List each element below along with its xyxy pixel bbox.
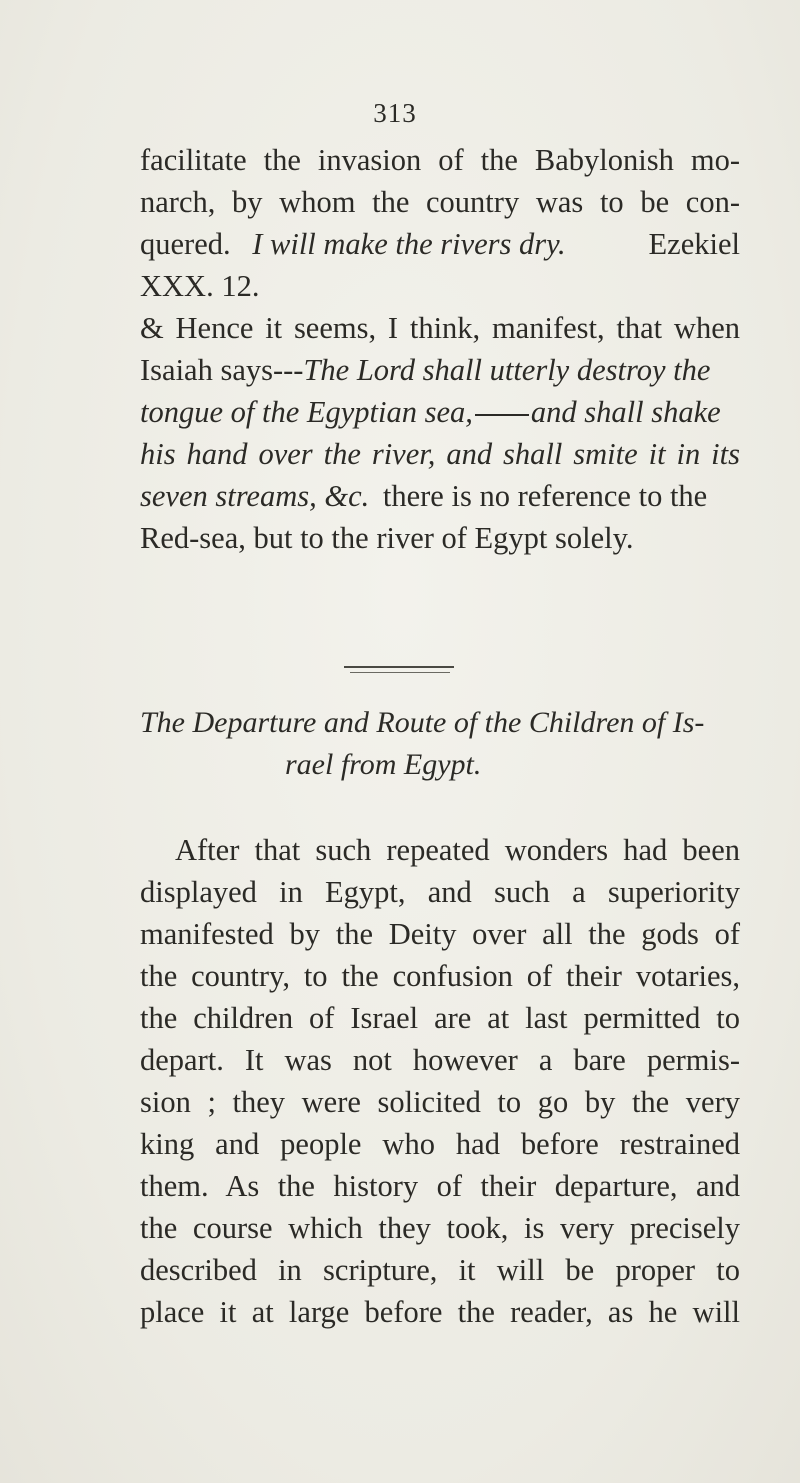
text-line: king and people who had before restrained <box>140 1127 740 1161</box>
scripture-quote: his hand over the river, and shall smite it in its <box>140 437 740 471</box>
text-line: place it at large before the reader, as he will <box>140 1295 740 1329</box>
text-line: the course which they took, is very precisely <box>140 1211 740 1245</box>
page-number: 313 <box>373 98 417 128</box>
scripture-quote: I will make the rivers dry. <box>252 227 566 261</box>
text-line: described in scripture, it will be proper to <box>140 1253 740 1287</box>
text-line <box>140 475 740 517</box>
text-line: & Hence it seems, I think, manifest, that when <box>140 311 740 345</box>
section-divider-thin <box>350 672 450 673</box>
text-line: facilitate the invasion of the Babylonish mo- <box>140 143 740 177</box>
text-line: Red-sea, but to the river of Egypt solely. <box>140 521 634 555</box>
text-line <box>140 349 740 391</box>
em-dash <box>475 414 529 416</box>
text-line: manifested by the Deity over all the gods of <box>140 917 740 951</box>
text-line <box>140 223 740 265</box>
section-divider <box>344 666 454 668</box>
text-line: XXX. 12. <box>140 269 260 303</box>
text-fragment: Isaiah says--- <box>140 353 304 387</box>
text-line: displayed in Egypt, and such a superiority <box>140 875 740 909</box>
scripture-reference: Ezekiel <box>648 227 740 261</box>
text-line: depart. It was not however a bare permis- <box>140 1043 740 1077</box>
paragraph-first-line: After that such repeated wonders had been <box>175 833 740 867</box>
text-line <box>140 391 740 433</box>
text-line: sion ; they were solicited to go by the very <box>140 1085 740 1119</box>
scripture-quote: tongue of the Egyptian sea, <box>140 395 473 429</box>
text-fragment: quered. <box>140 227 231 261</box>
scripture-quote: The Lord shall utterly destroy the <box>303 353 711 387</box>
scripture-quote: and shall shake <box>530 395 721 429</box>
text-line: narch, by whom the country was to be con- <box>140 185 740 219</box>
scripture-quote: seven streams, &c. <box>140 479 370 513</box>
section-heading-cont: rael from Egypt. <box>285 748 482 781</box>
text-line: them. As the history of their departure, and <box>140 1169 740 1203</box>
section-heading: The Departure and Route of the Children of Is- <box>140 706 705 739</box>
text-fragment: there is no reference to the <box>382 479 708 513</box>
text-line: the children of Israel are at last permitted to <box>140 1001 740 1035</box>
text-line: the country, to the confusion of their votaries, <box>140 959 740 993</box>
